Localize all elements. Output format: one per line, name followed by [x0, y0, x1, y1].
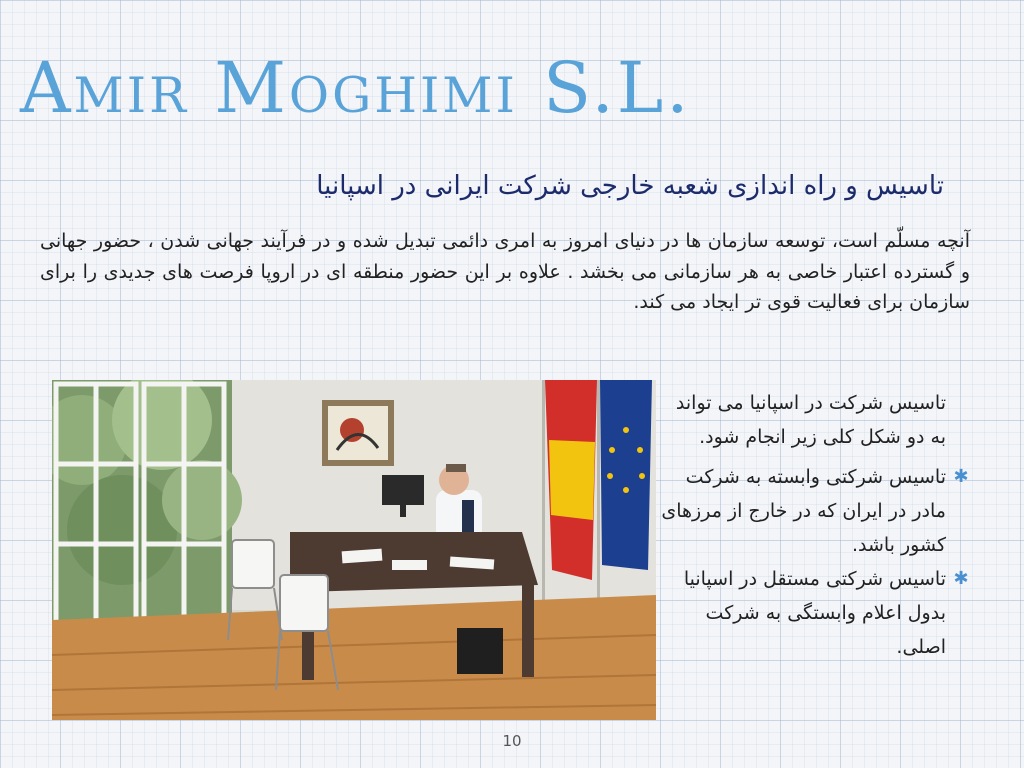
intro-paragraph: آنچه مسلّم است، توسعه سازمان ها در دنیای امروز به امری دائمی تبدیل شده و در فرآیند جهانی شدن ، حضور جهانی و گسترده اعتبار خاصی به هر سازمانی می بخشد . علاوه بر این حضور منطقه ای در اروپا فرصت های جدیدی را برای سازمان برای فعالیت قوی تر ایجاد می کند.	[40, 230, 970, 313]
page-number: 10	[502, 732, 522, 750]
asterisk-icon: ✱	[953, 568, 969, 589]
office-photo	[52, 380, 656, 720]
list-item	[660, 562, 976, 664]
slide-subtitle: تاسیس و راه اندازی شعبه خارجی شرکت ایرانی در اسپانیا	[316, 171, 944, 201]
list-item	[660, 386, 976, 454]
slide-title: Amir Moghimi S.L.	[20, 47, 692, 129]
bullet-list	[660, 386, 976, 664]
list-item	[660, 460, 976, 562]
bullet-text: تاسیس شرکتی وابسته به شرکت مادر در ایران که در خارج از مرزهای کشور باشد.	[661, 466, 946, 556]
asterisk-icon: ✱	[953, 466, 969, 487]
bullet-text: تاسیس شرکتی مستقل در اسپانیا بدول اعلام وابستگی به شرکت اصلی.	[683, 568, 946, 658]
bullet-text: تاسیس شرکت در اسپانیا می تواند به دو شکل کلی زیر انجام شود.	[675, 392, 946, 448]
